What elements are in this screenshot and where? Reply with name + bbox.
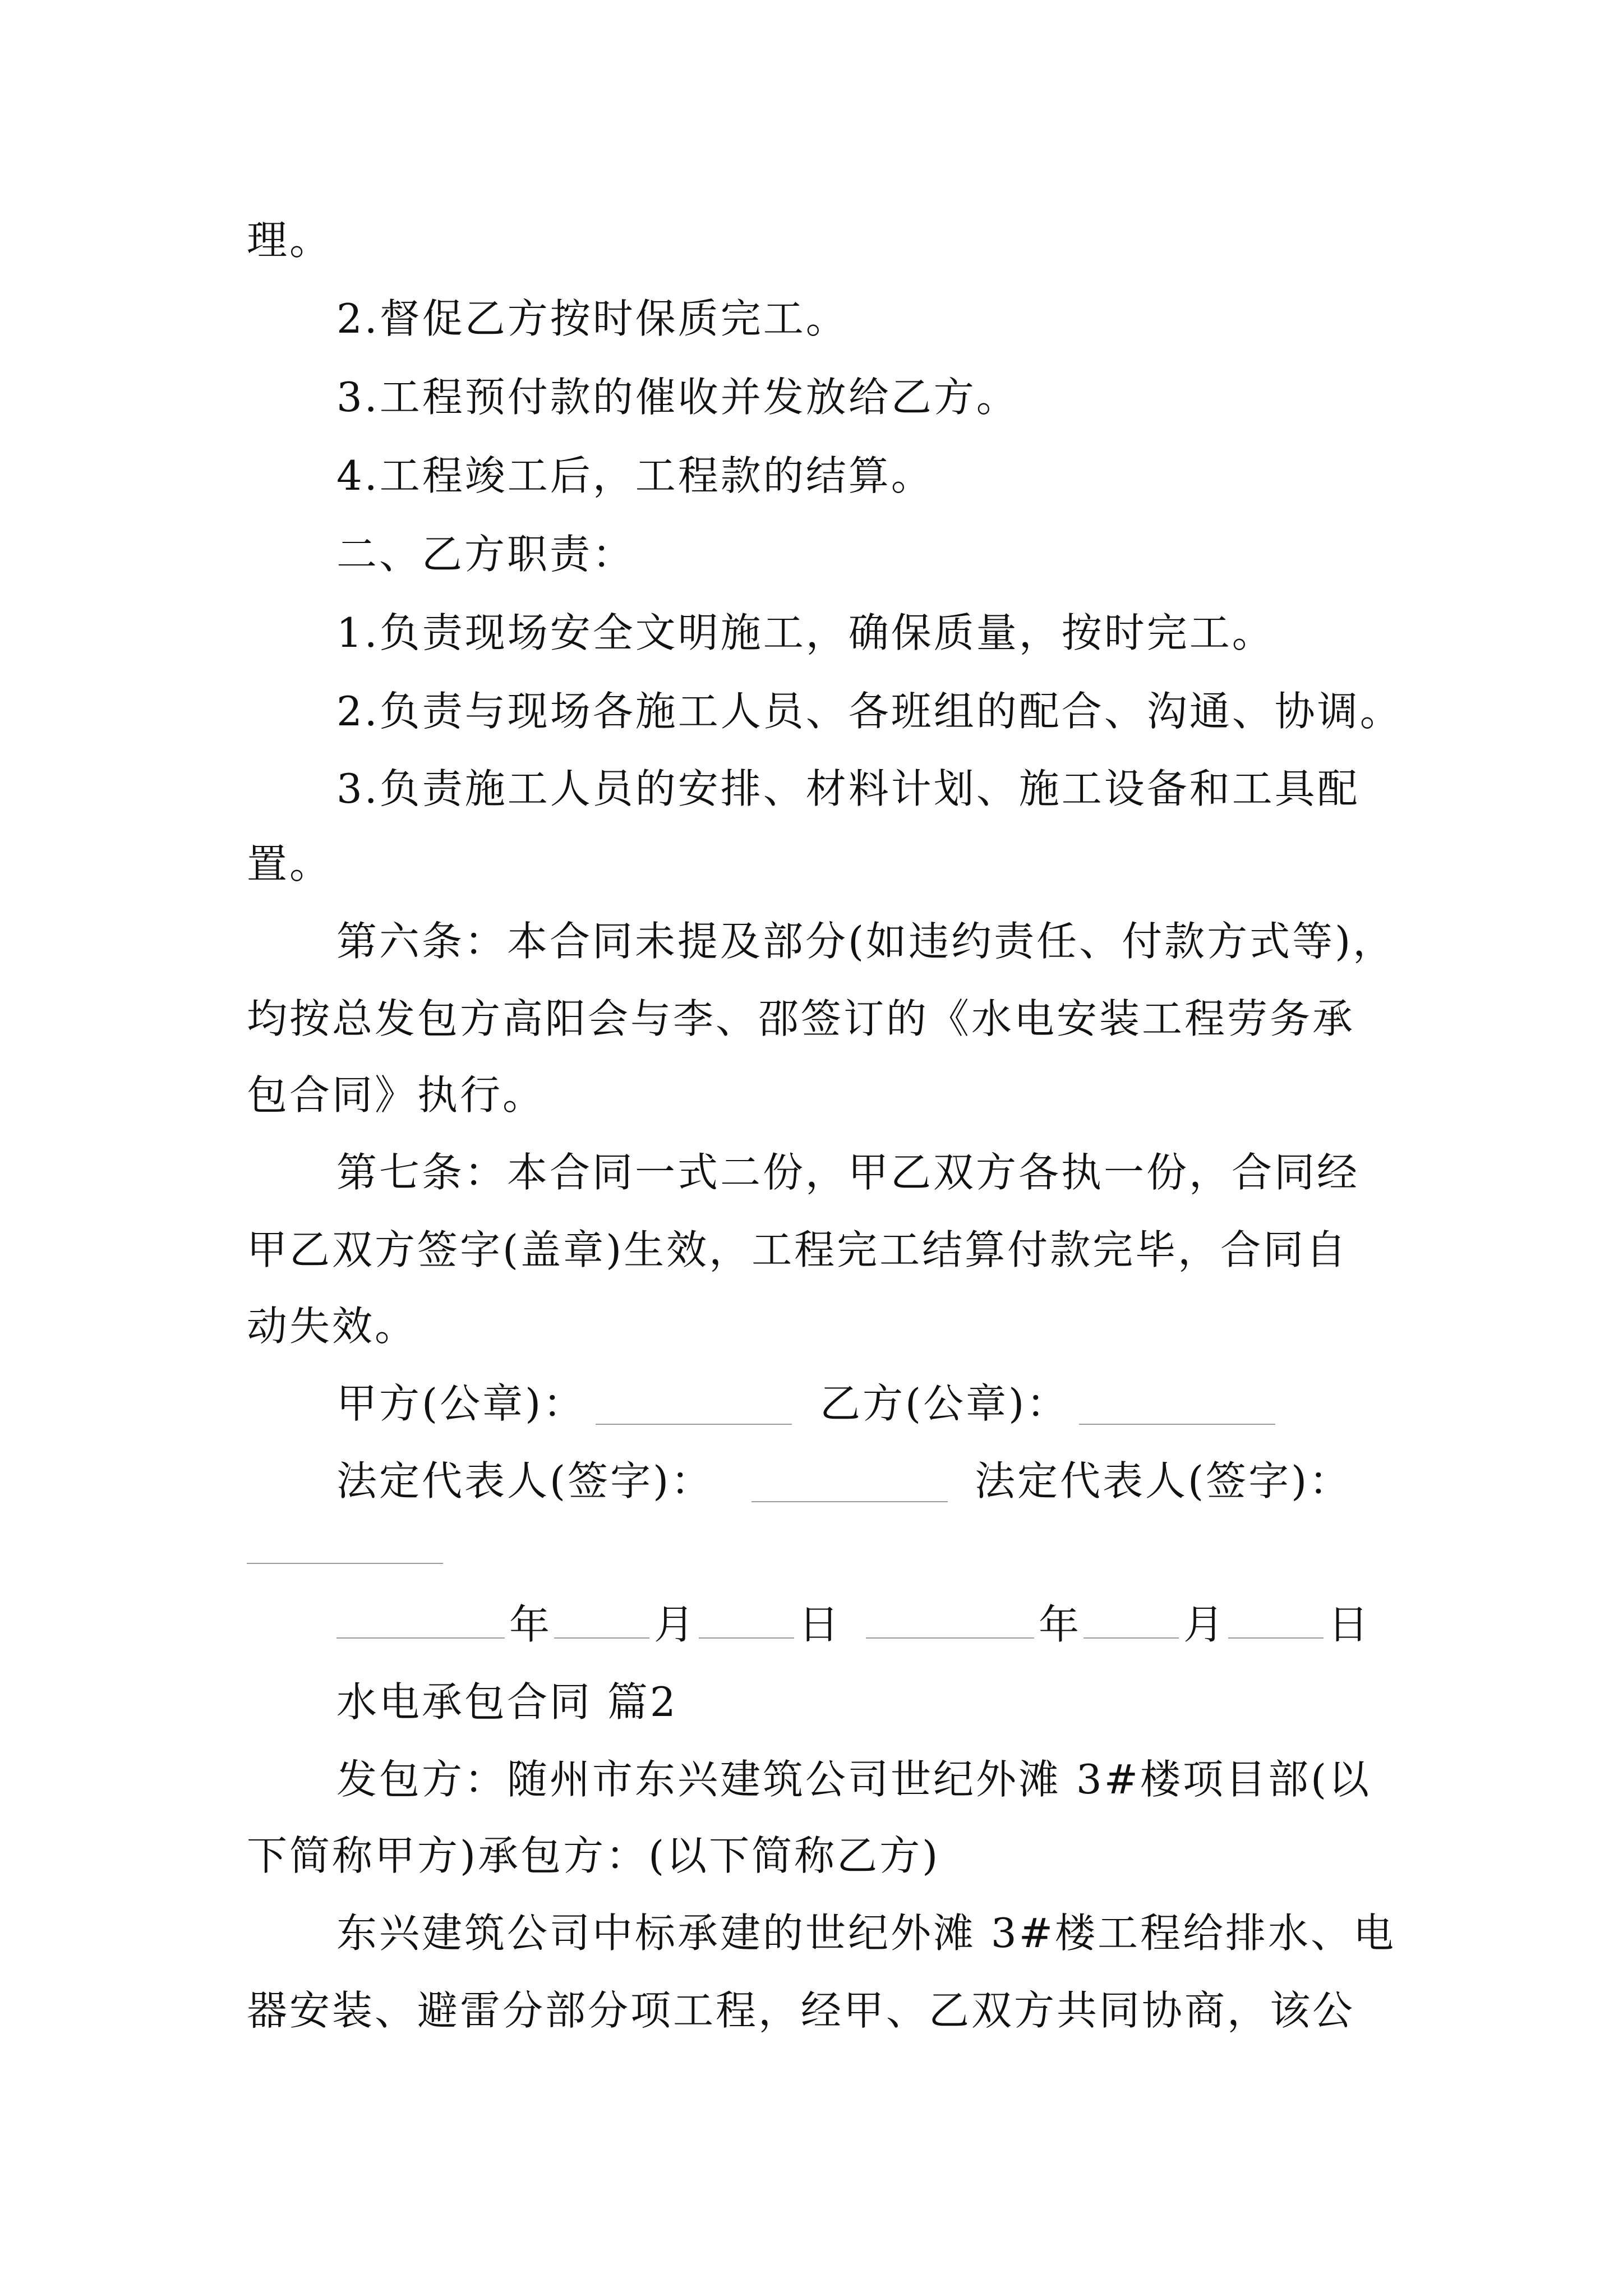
party-b-month-blank (1083, 1602, 1179, 1639)
party-a-year-blank (336, 1602, 505, 1639)
section-heading: 二、乙方职责： (336, 531, 635, 578)
paragraph-line: 包合同》执行。 (247, 1071, 546, 1119)
party-b-representative-label: 法定代表人(签字)： (975, 1457, 1352, 1504)
paragraph-line: 3.负责施工人员的安排、材料计划、施工设备和工具配 (336, 765, 1360, 812)
party-a-representative-label: 法定代表人(签字)： (336, 1457, 714, 1504)
paragraph-line: 器安装、避雷分部分项工程，经甲、乙双方共同协商，该公 (247, 1987, 1355, 2034)
paragraph-line: 3.工程预付款的催收并发放给乙方。 (336, 374, 1019, 421)
party-a-day-blank (699, 1602, 794, 1639)
party-a-representative-blank (751, 1501, 948, 1502)
paragraph-line: 1.负责现场安全文明施工，确保质量，按时完工。 (336, 609, 1275, 656)
paragraph-line: 置。 (247, 840, 333, 887)
paragraph-line: 第七条：本合同一式二份，甲乙双方各执一份，合同经 (336, 1149, 1360, 1196)
month-label: 月 (1183, 1601, 1224, 1648)
signing-date-row (336, 1602, 1373, 1646)
paragraph-line: 动失效。 (247, 1303, 418, 1350)
party-a-seal-label: 甲方(公章)： (336, 1380, 586, 1427)
month-label: 月 (654, 1601, 695, 1648)
paragraph-line: 均按总发包方高阳会与李、邵签订的《水电安装工程劳务承 (247, 995, 1355, 1042)
day-label: 日 (799, 1601, 840, 1648)
party-b-seal-label: 乙方(公章)： (820, 1380, 1069, 1427)
paragraph-line: 下简称甲方)承包方：(以下简称乙方) (247, 1832, 940, 1879)
paragraph-line: 2.负责与现场各施工人员、各班组的配合、沟通、协调。 (336, 688, 1403, 735)
day-label: 日 (1328, 1601, 1369, 1648)
paragraph-line: 甲乙双方签字(盖章)生效，工程完工结算付款完毕，合同自 (247, 1226, 1349, 1273)
party-b-seal-blank (1079, 1424, 1275, 1425)
party-b-year-blank (866, 1602, 1034, 1639)
paragraph-line: 理。 (247, 217, 333, 264)
party-b-day-blank (1228, 1602, 1324, 1639)
paragraph-line: 发包方：随州市东兴建筑公司世纪外滩 3#楼项目部(以 (336, 1756, 1372, 1803)
paragraph-line: 4.工程竣工后，工程款的结算。 (336, 452, 934, 499)
party-a-month-blank (554, 1602, 649, 1639)
party-b-representative-blank (247, 1563, 443, 1564)
year-label: 年 (1039, 1601, 1080, 1648)
paragraph-line: 第六条：本合同未提及部分(如违约责任、付款方式等)， (336, 918, 1396, 965)
paragraph-line: 2.督促乙方按时保质完工。 (336, 295, 849, 342)
party-a-seal-blank (596, 1424, 792, 1425)
section-title: 水电承包合同 篇2 (336, 1678, 678, 1726)
paragraph-line: 东兴建筑公司中标承建的世纪外滩 3#楼工程给排水、电 (336, 1910, 1396, 1957)
year-label: 年 (509, 1601, 550, 1648)
